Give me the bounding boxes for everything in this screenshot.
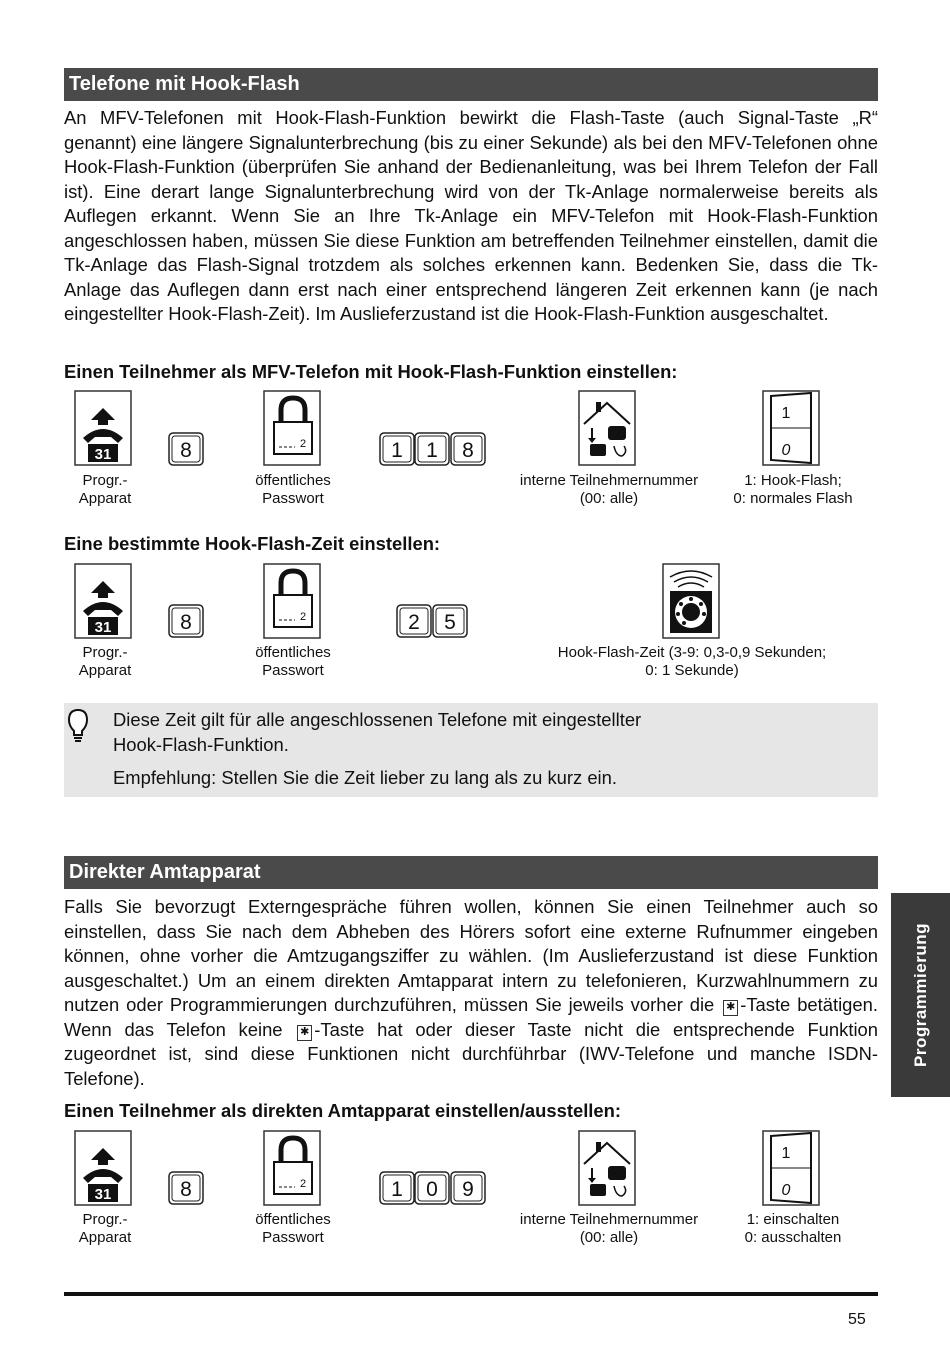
section-title-hook-flash: Telefone mit Hook-Flash xyxy=(64,68,878,101)
programming-phone-icon xyxy=(74,390,132,466)
caption-switch: 1: einschalten 0: ausschalten xyxy=(744,1211,842,1246)
digit-key-label: 8 xyxy=(180,1178,192,1201)
section-title-direkter-amtapparat: Direkter Amtapparat xyxy=(64,856,878,889)
digit-key-label: 2 xyxy=(408,611,420,634)
digit-key-label: 1 xyxy=(391,1178,403,1201)
toggle-switch-icon xyxy=(762,390,820,466)
digit-key-label: 8 xyxy=(462,439,474,462)
digit-key xyxy=(396,604,432,638)
digit-key-label: 0 xyxy=(426,1178,438,1201)
dial-input-icon xyxy=(662,563,720,639)
digit-key xyxy=(450,1171,486,1205)
digit-key xyxy=(450,432,486,466)
side-tab-programmierung xyxy=(891,893,950,1097)
programming-code-label: 31 xyxy=(94,619,112,636)
caption-internal-number: interne Teilnehmernummer (00: alle) xyxy=(519,1211,699,1246)
switch-off-label: 0 xyxy=(781,1182,791,1199)
password-label: 2 xyxy=(299,1178,307,1190)
digit-key xyxy=(168,1171,204,1205)
switch-on-label: 1 xyxy=(781,1145,791,1162)
digit-key xyxy=(432,604,468,638)
caption-password: öffentliches Passwort xyxy=(255,472,331,507)
digit-key-label: 5 xyxy=(444,611,456,634)
password-label: 2 xyxy=(299,438,307,450)
internal-subscriber-icon xyxy=(578,1130,636,1206)
toggle-switch-icon xyxy=(762,1130,820,1206)
digit-key xyxy=(379,432,415,466)
digit-key xyxy=(414,1171,450,1205)
caption-hook-flash-time: Hook-Flash-Zeit (3-9: 0,3-0,9 Sekunden; 0: 1 Sekunde) xyxy=(557,644,827,679)
caption-password: öffentliches Passwort xyxy=(255,644,331,679)
switch-off-label: 0 xyxy=(781,442,791,459)
padlock-password-icon xyxy=(263,390,321,466)
caption-switch: 1: Hook-Flash; 0: normales Flash xyxy=(733,472,853,507)
password-label: 2 xyxy=(299,611,307,623)
internal-subscriber-icon xyxy=(578,390,636,466)
lightbulb-icon xyxy=(67,708,89,744)
side-tab-label: Programmierung xyxy=(910,923,930,1067)
digit-key-label: 1 xyxy=(391,439,403,462)
digit-key-label: 8 xyxy=(180,611,192,634)
star-key-icon: ✱ xyxy=(297,1025,312,1041)
caption-password: öffentliches Passwort xyxy=(255,1211,331,1246)
programming-phone-icon xyxy=(74,1130,132,1206)
programming-code-label: 31 xyxy=(94,446,112,463)
hint-line-2: Hook-Flash-Funktion. xyxy=(113,734,289,755)
digit-key xyxy=(414,432,450,466)
hint-line-3: Empfehlung: Stellen Sie die Zeit lieber zu lang als zu kurz ein. xyxy=(113,767,617,788)
star-key-icon: ✱ xyxy=(723,1000,738,1016)
hint-line-1: Diese Zeit gilt für alle angeschlossenen Telefone mit eingestellter xyxy=(113,709,642,730)
caption-prog-apparat: Progr.- Apparat xyxy=(78,1211,132,1246)
padlock-password-icon xyxy=(263,563,321,639)
padlock-password-icon xyxy=(263,1130,321,1206)
step3-heading: Einen Teilnehmer als direkten Amtapparat einstellen/ausstellen: xyxy=(64,1100,621,1121)
hint-box xyxy=(64,703,878,797)
hook-flash-paragraph: An MFV-Telefonen mit Hook-Flash-Funktion bewirkt die Flash-Taste (auch Signal-Taste „R“ genannt) eine längere Signalunterbrechung (bis zu einer Sekunde) als bei den MFV-Telefonen ohne Hook-Flash-Funktion (überprüfen Sie anhand der Bedienanleitung, was bei Ihrem Telefon der Fall ist). Eine derart lange Signalunterbrechung wird von der Tk-Anlage normalerweise bereits als Auflegen erkannt. Wenn Sie an Ihre Tk-Anlage ein MFV-Telefon mit Hook-Flash-Funktion angeschlossen haben, müssen Sie diese Funktion am betreffenden Teilnehmer einstellen, damit die Tk-Anlage das Flash-Signal trotzdem als solches erkennen kann. Bedenken Sie, dass die Tk-Anlage das Auflegen dann erst nach einer entsprechend längeren Zeit erkennen kann (je nach eingestellter Hook-Flash-Zeit). Im Auslieferzustand ist die Hook-Flash-Funktion ausgeschaltet. xyxy=(64,107,878,324)
step1-heading: Einen Teilnehmer als MFV-Telefon mit Hook-Flash-Funktion einstellen: xyxy=(64,361,678,382)
amtapparat-paragraph: Falls Sie bevorzugt Externgespräche führen wollen, können Sie einen Teilnehmer auch so einstellen, dass Sie nach dem Abheben des Hörers sofort eine externe Rufnummer eingeben können, ohne vorher die Amtzugangsziffer zu wählen. (Im Auslieferzustand ist diese Funktion ausgeschaltet.) Um an einem direkten Amtapparat intern zu telefonieren, Kurzwahlnummern zu nutzen oder Programmierungen durchzuführen, müssen Sie jeweils vorher die ✱ -Taste betätigen. Wenn das Telefon keine ✱ -Taste hat oder dieser Taste nicht die entsprechende Funktion zugeordnet ist, sind diese Funktionen nicht durchführbar (IWV-Telefone und manche ISDN-Telefone). xyxy=(64,896,878,1089)
digit-key-label: 9 xyxy=(462,1178,474,1201)
switch-on-label: 1 xyxy=(781,405,791,422)
caption-prog-apparat: Progr.- Apparat xyxy=(78,472,132,507)
page-number: 55 xyxy=(848,1311,866,1328)
digit-key xyxy=(168,432,204,466)
footer-rule xyxy=(64,1292,878,1296)
digit-key-label: 8 xyxy=(180,439,192,462)
caption-prog-apparat: Progr.- Apparat xyxy=(78,644,132,679)
digit-key xyxy=(168,604,204,638)
step2-heading: Eine bestimmte Hook-Flash-Zeit einstellen: xyxy=(64,533,441,554)
digit-key-label: 1 xyxy=(426,439,438,462)
caption-internal-number: interne Teilnehmernummer (00: alle) xyxy=(519,472,699,507)
programming-phone-icon xyxy=(74,563,132,639)
digit-key xyxy=(379,1171,415,1205)
programming-code-label: 31 xyxy=(94,1186,112,1203)
